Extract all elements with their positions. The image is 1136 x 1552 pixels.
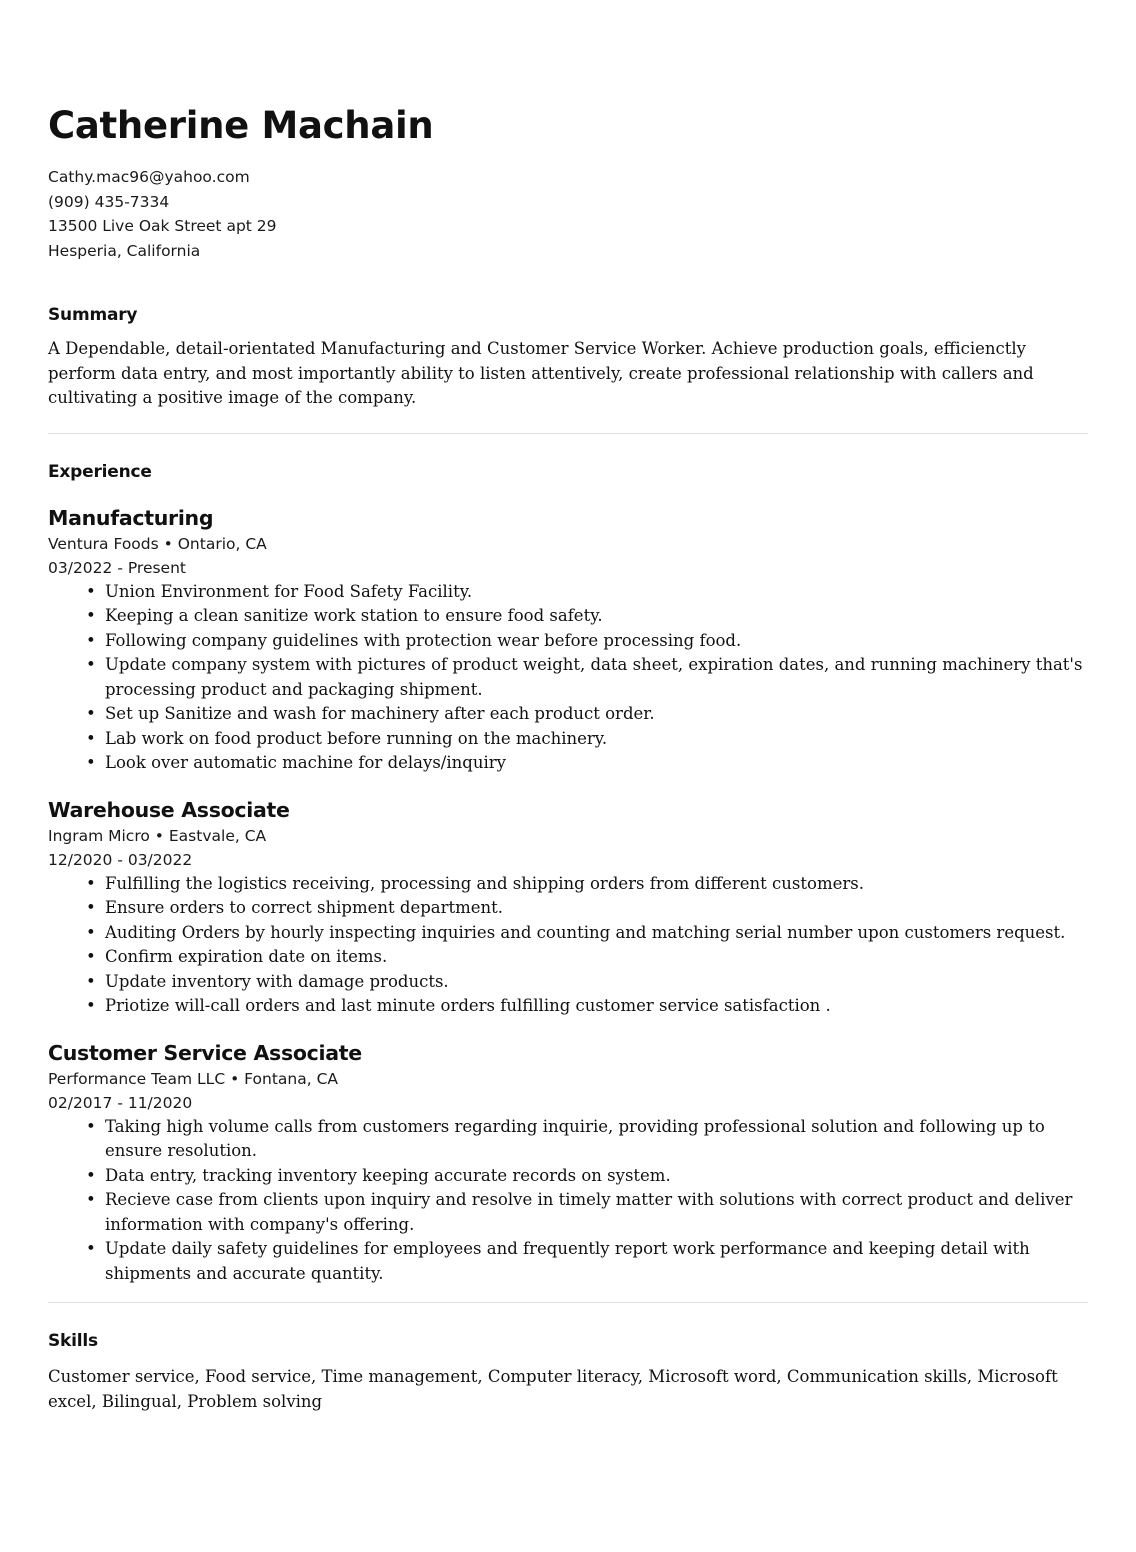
bullet-item: • Recieve case from clients upon inquiry and resolve in timely matter with solutions with correct product and deliver information with company's offering. [86, 1190, 1073, 1234]
job-employer: Performance Team LLC [48, 1069, 226, 1088]
skills-heading: Skills [48, 1331, 98, 1351]
bullet-item: • Auditing Orders by hourly inspecting inquiries and counting and matching serial number upon customers request. [48, 921, 1088, 946]
job-location: Eastvale, CA [168, 826, 267, 845]
bullet-dot-icon: • [86, 873, 96, 893]
bullet-item: • Confirm expiration date on items. [48, 945, 1088, 970]
bullet-dot-icon: • [86, 1165, 96, 1185]
job-employer-line [48, 1067, 1088, 1091]
job-bullets [48, 580, 1088, 776]
bullet-dot-icon: • [86, 655, 96, 674]
bullet-item: • Update company system with pictures of product weight, data sheet, expiration dates, and running machinery that's processing product and packaging shipment. [86, 655, 1083, 699]
contact-block [48, 165, 1088, 263]
bullet-dot-icon: • [86, 581, 96, 601]
bullet-item: • Look over automatic machine for delays/inquiry [48, 751, 1088, 776]
bullet-item: • Set up Sanitize and wash for machinery after each product order. [48, 702, 1088, 727]
job-entry [48, 1039, 1088, 1287]
job-employer: Ventura Foods [48, 534, 159, 553]
bullet-item: • Taking high volume calls from customers regarding inquirie, providing professional solution and following up to ensure resolution. [86, 1116, 1045, 1160]
bullet-item: • Update daily safety guidelines for employees and frequently report work performance and keeping detail with shipments and accurate quantity. [86, 1239, 1030, 1283]
contact-location: Hesperia, California [48, 241, 201, 260]
bullet-item: • Update inventory with damage products. [48, 970, 1088, 995]
job-bullets [48, 872, 1088, 1019]
bullet-dot-icon: • [86, 947, 96, 966]
job-location: Ontario, CA [177, 534, 267, 553]
candidate-name: Catherine Machain [48, 104, 434, 147]
job-entry [48, 796, 1088, 1019]
bullet-item: • Priotize will-call orders and last minute orders fulfilling customer service satisfaction . [48, 994, 1088, 1019]
bullet-dot-icon: • [86, 1239, 96, 1258]
bullet-dot-icon: • [86, 630, 96, 650]
contact-phone: (909) 435-7334 [48, 192, 170, 211]
job-entry [48, 504, 1088, 776]
section-divider [48, 1302, 1088, 1303]
bullet-dot-icon: • [86, 1190, 96, 1209]
meta-separator: • [154, 826, 164, 845]
bullet-item: • Keeping a clean sanitize work station to ensure food safety. [48, 604, 1088, 629]
bullet-dot-icon: • [86, 753, 96, 772]
job-dates: 03/2022 - Present [48, 558, 186, 577]
contact-email: Cathy.mac96@yahoo.com [48, 168, 250, 186]
bullet-dot-icon: • [86, 996, 96, 1015]
bullet-item: • Data entry, tracking inventory keeping accurate records on system. [48, 1164, 1088, 1189]
experience-heading: Experience [48, 461, 152, 482]
bullet-item: • Union Environment for Food Safety Facility. [48, 580, 1088, 605]
bullet-dot-icon: • [86, 606, 96, 625]
meta-separator: • [230, 1069, 240, 1088]
skills-text: Customer service, Food service, Time management, Computer literacy, Microsoft word, Communication skills, Microsoft excel, Bilingual, Problem solving [48, 1367, 1058, 1411]
job-dates: 02/2017 - 11/2020 [48, 1093, 193, 1112]
job-dates: 12/2020 - 03/2022 [48, 850, 193, 869]
job-employer-line [48, 824, 1088, 848]
bullet-dot-icon: • [86, 728, 96, 748]
bullet-item: • Ensure orders to correct shipment department. [48, 896, 1088, 921]
summary-text: A Dependable, detail-orientated Manufacturing and Customer Service Worker. Achieve production goals, efficienctly perform data entry, and most importantly ability to listen attentively, create professional relationship with callers and cultivating a positive image of the company. [48, 339, 1034, 407]
meta-separator: • [163, 534, 173, 553]
bullet-item: • Lab work on food product before running on the machinery. [48, 727, 1088, 752]
job-title: Customer Service Associate [48, 1040, 362, 1065]
job-bullets [48, 1115, 1088, 1287]
bullet-item: • Following company guidelines with protection wear before processing food. [48, 629, 1088, 654]
bullet-dot-icon: • [86, 971, 96, 991]
bullet-dot-icon: • [86, 922, 96, 942]
bullet-dot-icon: • [86, 1116, 96, 1136]
job-title: Warehouse Associate [48, 797, 290, 822]
bullet-dot-icon: • [86, 704, 96, 723]
job-employer-line [48, 532, 1088, 556]
job-title: Manufacturing [48, 505, 214, 530]
job-employer: Ingram Micro [48, 826, 150, 845]
bullet-dot-icon: • [86, 898, 96, 917]
job-location: Fontana, CA [244, 1069, 339, 1088]
bullet-item: • Fulfilling the logistics receiving, processing and shipping orders from different customers. [48, 872, 1088, 897]
resume-page [48, 98, 1088, 1414]
summary-heading: Summary [48, 305, 138, 325]
contact-address: 13500 Live Oak Street apt 29 [48, 217, 277, 235]
section-divider [48, 433, 1088, 434]
